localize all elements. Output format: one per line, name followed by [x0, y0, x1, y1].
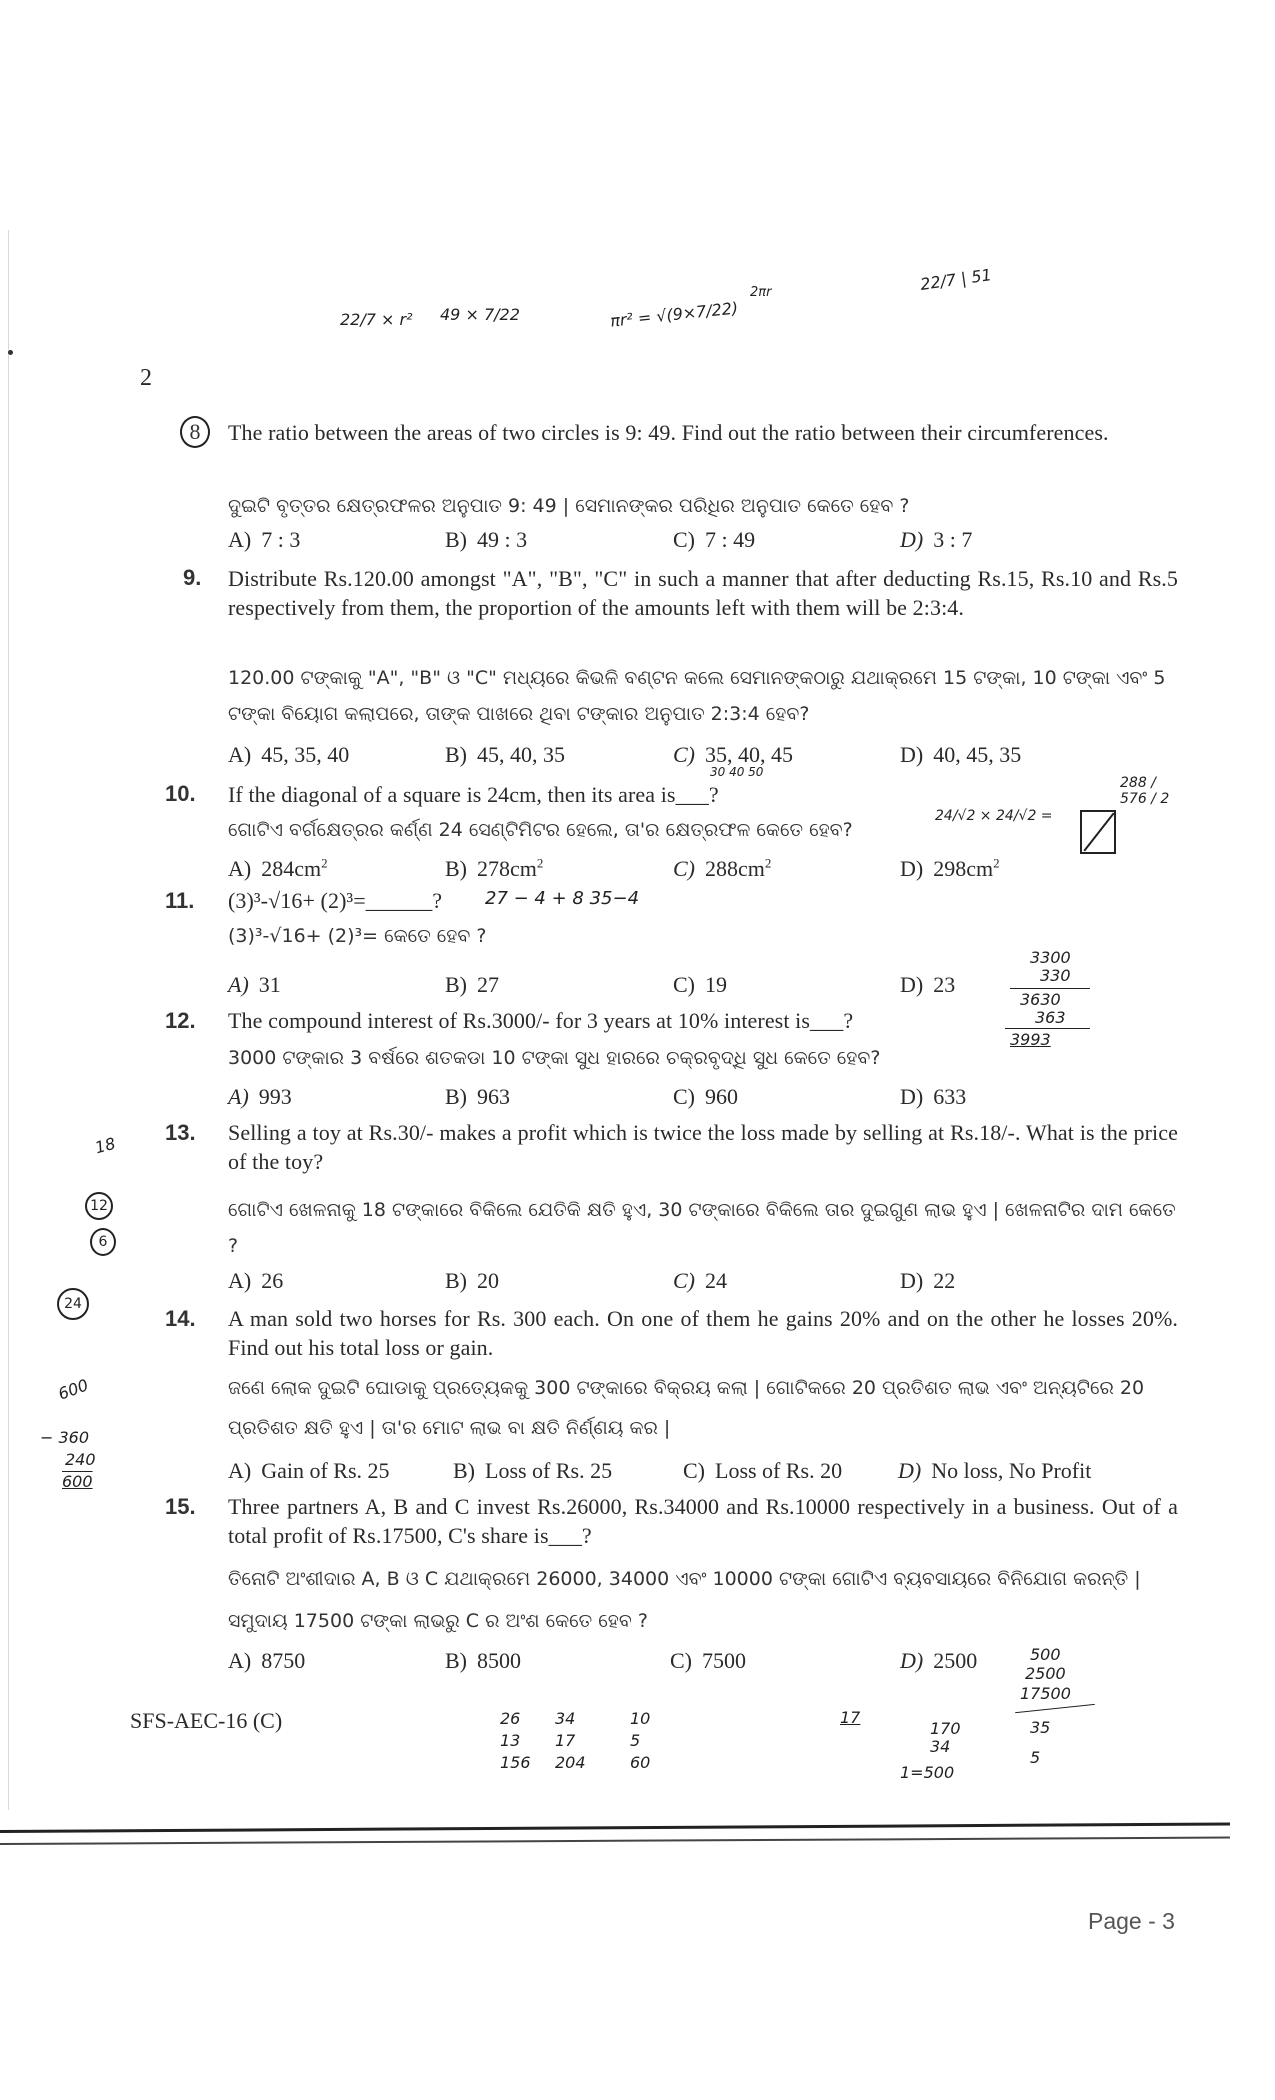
- question-number: 9.: [183, 565, 202, 590]
- options-row: [228, 742, 1188, 772]
- question-text-odia: 3000 ଟଙ୍କାର 3 ବର୍ଷରେ ଶତକଡା 10 ଟଙ୍କା ସୁଧ ହାରରେ ଚକ୍ରବୃଦ୍ଧି ସୁଧ କେତେ ହେବ?: [228, 1047, 881, 1069]
- exam-page: 2 22/7 × r² 49 × 7/22 πr² = √(9×7/22) 2πr 22/7 | 51 8 The ratio between the areas of two circles is 9: 49. Find out the ratio between their circumferences. ଦୁଇଟି ବୃତ୍ତର କ୍ଷେତ୍ରଫଳର ଅନୁପାତ 9: 49 | ସେମାନଙ୍କର ପରିଧିର ଅନୁପାତ କେତେ ହେବ ? A) 7 : 3 B) 49 : 3 C) 7 : 49 D) 3 : 7 9. Distribute Rs.120.00 amongst "A", "B", "C" in such a manner that after deducting Rs.15, Rs.10 and Rs.5 respectively from them, the proportion of the amounts left with them will be 2:3:4. 120.00 ଟଙ୍କାକୁ "A", "B" ଓ "C" ମଧ୍ୟରେ କିଭଳି ବଣ୍ଟନ କଲେ ସେମାନଙ୍କଠାରୁ ଯଥାକ୍ରମେ 15 ଟଙ୍କା, 10 ଟଙ୍କା ଏବଂ 5 ଟଙ୍କା ବିୟୋଗ କଲାପରେ, ତାଙ୍କ ପାଖରେ ଥିବା ଟଙ୍କାର ଅନୁପାତ 2:3:4 ହେବ? A) 45, 35, 40 B) 45, 40, 35 C) 35, 40, 45 D) 40, 45, 35 30 40 50 10. If the diagonal of a square is 24cm, then its area is___? ଗୋଟିଏ ବର୍ଗକ୍ଷେତ୍ରର କର୍ଣ୍ଣ 24 ସେଣ୍ଟିମିଟର ହେଲେ, ତା'ର କ୍ଷେତ୍ରଫଳ କେତେ ହେବ? A) $284cm^2$ B) $278cm^2$ C) $288cm^2$ D) $298cm^2$ 24/√2 × 24/√2 = 288 / 576 / 2 11. (3)³-√16+ (2)³=______? 27 − 4 + 8 35−4 (3)³-√16+ (2)³= କେତେ ହେବ ? A) 31 B) 27 C) 19 D) 23 12. The compound interest of Rs.3000/- for 3 years at 10% interest is___? 3000 ଟଙ୍କାର 3 ବର୍ଷରେ ଶତକଡା 10 ଟଙ୍କା ସୁଧ ହାରରେ ଚକ୍ରବୃଦ୍ଧି ସୁଧ କେତେ ହେବ? A) 993 B) 963 C) 960 D) 633 3300 330 3630 363 3993 13. Selling a toy at Rs.30/- makes a profit which is twice the loss made by selling at Rs.18/-. What is the price of the toy? ଗୋଟିଏ ଖେଳନାକୁ 18 ଟଙ୍କାରେ ବିକିଲେ ଯେତିକି କ୍ଷତି ହୁଏ, 30 ଟଙ୍କାରେ ବିକିଲେ ତାର ଦୁଇଗୁଣ ଲାଭ ହୁଏ | ଖେଳନାଟିର ଦାମ କେତେ ? A) 26 B) 20 C) 24 D) 22 18 12 6 24 14. A man sold two horses for Rs. 300 each. On one of them he gains 20% and on the other he losses 20%. Find out his total loss or gain. ଜଣେ ଲୋକ ଦୁଇଟି ଘୋଡାକୁ ପ୍ରତ୍ୟେକକୁ 300 ଟଙ୍କାରେ ବିକ୍ରୟ କଲା | ଗୋଟିକରେ 20 ପ୍ରତିଶତ ଲାଭ ଏବଂ ଅନ୍ୟଟିରେ 20 ପ୍ରତିଶତ କ୍ଷତି ହୁଏ | ତା'ର ମୋଟ ଲାଭ ବା କ୍ଷତି ନିର୍ଣ୍ଣୟ କର | A) Gain of Rs. 25 B) Loss of Rs. 25 C) Loss of Rs. 20 D) No loss, No Profit 600 − 360 240 600 15. Three partners A, B and C invest Rs.26000, Rs.34000 and Rs.10000 respectively in a business. Out of a total profit of Rs.17500, C's share is___? ତିନୋଟି ଅଂଶୀଦାର A, B ଓ C ଯଥାକ୍ରମେ 26000, 34000 ଏବଂ 10000 ଟଙ୍କା ଗୋଟିଏ ବ୍ୟବସାୟରେ ବିନିଯୋଗ କରନ୍ତି | ସମୁଦାୟ 17500 ଟଙ୍କା ଲାଭରୁ C ର ଅଂଶ କେତେ ହେବ ? A) 8750 B) 8500 C) 7500 D) 2500 500 2500 17500 35 5 SFS-AEC-16 (C) 26 13 156 34 17 204 10 5 60 17 170 34 1=500 Page - 3: [0, 0, 1275, 2100]
- handwritten-note: 24/√2 × 24/√2 =: [935, 808, 1053, 824]
- question-number: 14.: [165, 1306, 196, 1331]
- option-b[interactable]: B) 45, 40, 35: [445, 742, 565, 767]
- question-text-odia: (3)³-√16+ (2)³= କେତେ ହେବ ?: [228, 925, 487, 947]
- option-b[interactable]: B) 8500: [445, 1648, 521, 1673]
- option-d[interactable]: D) 40, 45, 35: [900, 742, 1022, 767]
- question-text-english: If the diagonal of a square is 24cm, then its area is___?: [228, 782, 719, 807]
- question-text-odia: ତିନୋଟି ଅଂଶୀଦାର A, B ଓ C ଯଥାକ୍ରମେ 26000, 34000 ଏବଂ 10000 ଟଙ୍କା ଗୋଟିଏ ବ୍ୟବସାୟରେ ବିନିଯୋଗ କରନ୍ତି | ସମୁଦାୟ 17500 ଟଙ୍କା ଲାଭରୁ C ର ଅଂଶ କେତେ ହେବ ?: [228, 1568, 1141, 1632]
- handwritten-note: 27 − 4 + 8 35−4: [485, 888, 640, 909]
- footer-rule: [0, 1822, 1230, 1833]
- option-d[interactable]: D) 633: [900, 1084, 967, 1109]
- option-c[interactable]: C) 7500: [670, 1648, 746, 1673]
- handwritten-note: πr² = √(9×7/22): [609, 298, 740, 331]
- option-d[interactable]: D) 23: [900, 972, 956, 997]
- option-d[interactable]: D) 22: [900, 1268, 956, 1293]
- option-a-marked[interactable]: A) 31: [228, 972, 281, 997]
- handwritten-note: 22/7 | 51: [919, 265, 993, 294]
- calc-line: [1010, 988, 1090, 989]
- option-c[interactable]: C) 960: [673, 1084, 738, 1109]
- question-text-odia: 120.00 ଟଙ୍କାକୁ "A", "B" ଓ "C" ମଧ୍ୟରେ କିଭଳି ବଣ୍ଟନ କଲେ ସେମାନଙ୍କଠାରୁ ଯଥାକ୍ରମେ 15 ଟଙ୍କା, 10 ଟଙ୍କା ଏବଂ 5 ଟଙ୍କା ବିୟୋଗ କଲାପରେ, ତାଙ୍କ ପାଖରେ ଥିବା ଟଙ୍କାର ଅନୁପାତ 2:3:4 ହେବ?: [228, 667, 1166, 725]
- option-c-marked[interactable]: C) $288cm^2$: [673, 855, 772, 881]
- question-text-odia: ଦୁଇଟି ବୃତ୍ତର କ୍ଷେତ୍ରଫଳର ଅନୁପାତ 9: 49 | ସେମାନଙ୍କର ପରିଧିର ଅନୁପାତ କେତେ ହେବ ?: [228, 495, 910, 517]
- question-number: 15.: [165, 1494, 196, 1519]
- option-b[interactable]: B) 20: [445, 1268, 499, 1293]
- handwritten-note: 288 / 576 / 2: [1120, 775, 1170, 807]
- option-c[interactable]: C) 19: [673, 972, 727, 997]
- option-b[interactable]: B) $278cm^2$: [445, 855, 544, 881]
- option-c-marked[interactable]: C) 35, 40, 45: [673, 742, 793, 767]
- option-a-marked[interactable]: A) 993: [228, 1084, 292, 1109]
- option-d-marked[interactable]: D) 3 : 7: [900, 527, 973, 552]
- calc-line: [1015, 1704, 1095, 1713]
- option-b[interactable]: B) Loss of Rs. 25: [453, 1458, 613, 1483]
- options-row: [228, 527, 1188, 557]
- circled-margin-note: 24: [57, 1288, 89, 1320]
- paper-code: SFS-AEC-16 (C): [130, 1708, 283, 1733]
- question-text-english: Three partners A, B and C invest Rs.26000, Rs.34000 and Rs.10000 respectively in a business. Out of a total profit of Rs.17500, C's share is___?: [228, 1494, 1178, 1548]
- question-number: 8: [180, 416, 210, 448]
- options-row: [228, 1268, 1188, 1298]
- top-page-number: 2: [140, 365, 152, 391]
- question-number: 10.: [165, 781, 196, 806]
- question-text-english: (3)³-√16+ (2)³=______?: [228, 888, 443, 913]
- option-d-marked[interactable]: D) No loss, No Profit: [898, 1458, 1092, 1483]
- option-a[interactable]: A) 8750: [228, 1648, 306, 1673]
- question-text-english: Selling a toy at Rs.30/- makes a profit which is twice the loss made by selling at Rs.18/-. What is the price of the toy?: [228, 1120, 1178, 1174]
- calc-line: [1005, 1028, 1090, 1029]
- option-c[interactable]: C) Loss of Rs. 20: [683, 1458, 843, 1483]
- option-c[interactable]: C) 7 : 49: [673, 527, 756, 552]
- option-a[interactable]: A) $284cm^2$: [228, 855, 328, 881]
- handwritten-note: 18: [92, 1133, 118, 1158]
- option-a[interactable]: A) 45, 35, 40: [228, 742, 350, 767]
- question-text-english: The compound interest of Rs.3000/- for 3 years at 10% interest is___?: [228, 1008, 854, 1033]
- question-text-odia: ଗୋଟିଏ ବର୍ଗକ୍ଷେତ୍ରର କର୍ଣ୍ଣ 24 ସେଣ୍ଟିମିଟର ହେଲେ, ତା'ର କ୍ଷେତ୍ରଫଳ କେତେ ହେବ?: [228, 819, 853, 841]
- square-sketch: [1080, 810, 1116, 854]
- handwritten-note: 49 × 7/22: [440, 305, 520, 324]
- option-b[interactable]: B) 963: [445, 1084, 510, 1109]
- options-row: [228, 1458, 1188, 1488]
- question-text-english: The ratio between the areas of two circles is 9: 49. Find out the ratio between their circumferences.: [228, 420, 1109, 445]
- scan-dot: [8, 350, 13, 355]
- option-c-marked[interactable]: C) 24: [673, 1268, 727, 1293]
- option-b[interactable]: B) 27: [445, 972, 499, 997]
- handwritten-note: 2πr: [750, 285, 772, 300]
- scan-margin-line: [8, 230, 9, 1810]
- question-text-english: A man sold two horses for Rs. 300 each. On one of them he gains 20% and on the other he losses 20%. Find out his total loss or gain.: [228, 1306, 1178, 1360]
- options-row: [228, 856, 1188, 886]
- option-b[interactable]: B) 49 : 3: [445, 527, 528, 552]
- footer-rule: [0, 1837, 1230, 1845]
- question-text-odia: ଗୋଟିଏ ଖେଳନାକୁ 18 ଟଙ୍କାରେ ବିକିଲେ ଯେତିକି କ୍ଷତି ହୁଏ, 30 ଟଙ୍କାରେ ବିକିଲେ ତାର ଦୁଇଗୁଣ ଲାଭ ହୁଏ | ଖେଳନାଟିର ଦାମ କେତେ ?: [228, 1199, 1176, 1257]
- question-text-english: Distribute Rs.120.00 amongst "A", "B", "C" in such a manner that after deducting Rs.15, Rs.10 and Rs.5 respectively from them, the proportion of the amounts left with them will be 2:3:4.: [228, 566, 1178, 620]
- circled-margin-note: 12: [85, 1192, 113, 1220]
- option-d[interactable]: D) $298cm^2$: [900, 855, 1000, 881]
- handwritten-note: 30 40 50: [710, 765, 764, 779]
- question-number: 13.: [165, 1120, 196, 1145]
- option-a[interactable]: A) 26: [228, 1268, 284, 1293]
- option-d-marked[interactable]: D) 2500: [900, 1648, 978, 1673]
- handwritten-note: 22/7 × r²: [340, 310, 413, 329]
- circled-margin-note: 6: [90, 1228, 116, 1256]
- question-number: 11.: [165, 888, 195, 913]
- page-label: Page - 3: [1088, 1908, 1175, 1934]
- question-number: 12.: [165, 1008, 196, 1033]
- question-text-odia: ଜଣେ ଲୋକ ଦୁଇଟି ଘୋଡାକୁ ପ୍ରତ୍ୟେକକୁ 300 ଟଙ୍କାରେ ବିକ୍ରୟ କଲା | ଗୋଟିକରେ 20 ପ୍ରତିଶତ ଲାଭ ଏବଂ ଅନ୍ୟଟିରେ 20 ପ୍ରତିଶତ କ୍ଷତି ହୁଏ | ତା'ର ମୋଟ ଲାଭ ବା କ୍ଷତି ନିର୍ଣ୍ଣୟ କର |: [228, 1377, 1145, 1439]
- options-row: [228, 1084, 1188, 1114]
- option-a[interactable]: A) 7 : 3: [228, 527, 301, 552]
- option-a[interactable]: A) Gain of Rs. 25: [228, 1458, 390, 1483]
